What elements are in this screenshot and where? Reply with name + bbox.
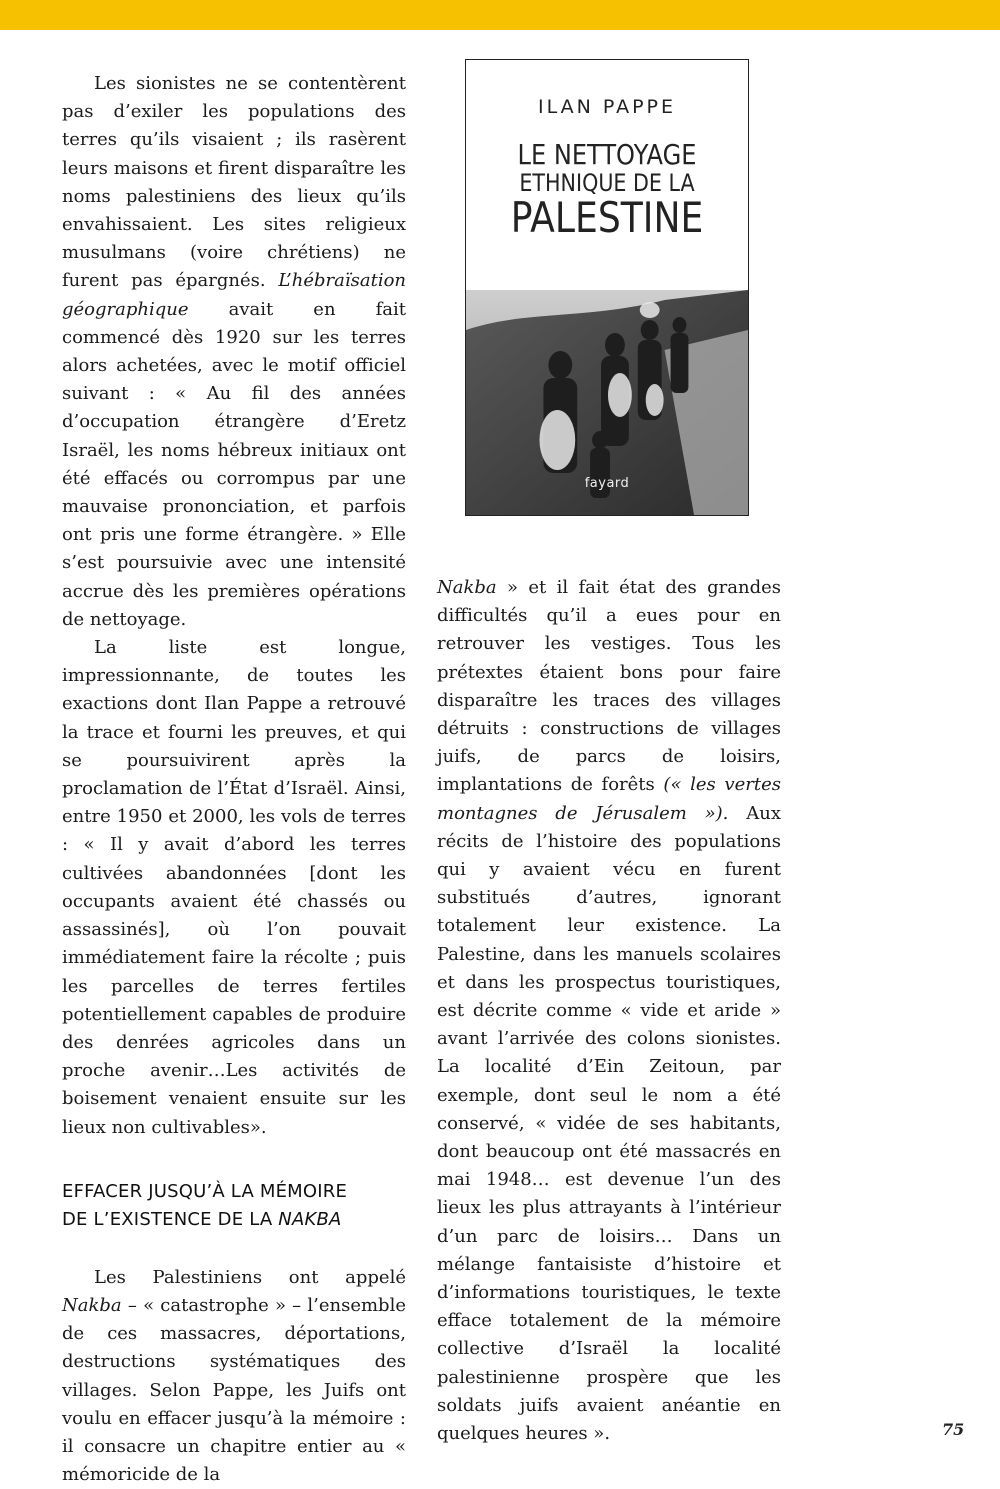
page-number: 75	[942, 1420, 965, 1439]
left-column	[62, 70, 406, 1489]
emphasis-hebraisation: L’hébraïsation géographique	[62, 270, 406, 320]
cover-publisher: fayard	[584, 476, 630, 491]
book-cover-image	[465, 59, 749, 516]
cover-author: ILAN PAPPE	[537, 96, 677, 118]
paragraph-2: La liste est longue, impressionnante, de toutes les exactions dont Ilan Pappe a retrouvé la trace et fourni les preuves, et qui se poursuivirent après la proclamation de l’État d’Israël. Ainsi, entre 1950 et 2000, les vols de terres : « Il y avait d’abord les terres cultivées abandonnées [dont les occupants avaient été chassés ou assassinés], où l’on pouvait immédiatement faire la récolte ; puis les parcelles de terres fertiles potentiellement capables de produire des denrées agricoles dans un proche avenir…Les activités de boisement venaient ensuite sur les lieux non cultivables».	[62, 637, 406, 1138]
emphasis-vertes-montagnes: (« les vertes montagnes de Jérusalem »).	[437, 774, 781, 824]
paragraph-1: Les sionistes ne se contentèrent pas d’exiler les populations des terres qu’ils visaient ; ils rasèrent leurs maisons et firent disparaître les noms palestiniens des lieux qu’ils envahissaient. Les sites religieux musulmans (voire chrétiens) ne furent pas épargnés. L’hébraïsation géographique avait en fait commencé dès 1920 sur les terres alors achetées, avec le motif officiel suivant : « Au fil des années d’occupation étrangère d’Eretz Israël, les noms hébreux initiaux ont été effacés ou corrompus par une mauvaise prononciation, et parfois ont pris une forme étrangère. » Elle s’est poursuivie avec une intensité accrue dès les premières opérations de nettoyage.	[62, 73, 406, 630]
right-column	[437, 574, 781, 1448]
section-heading: EFFACER JUSQU’À LA MÉMOIRE DE L’EXISTENCE DE LA NAKBA	[62, 1180, 348, 1230]
paragraph-3: Les Palestiniens ont appelé Nakba – « catastrophe » – l’ensemble de ces massacres, déportations, destructions systématiques des villages. Selon Pappe, les Juifs ont voulu en effacer jusqu’à la mémoire : il consacre un chapitre entier au « mémoricide de la	[62, 1266, 406, 1486]
paragraph-4: Nakba » et il fait état des grandes difficultés qu’il a eues pour en retrouver les vestiges. Tous les prétextes étaient bons pour faire disparaître les traces des villages détruits : constructions de villages juifs, de parcs de loisirs, implantations de forêts (« les vertes montagnes de Jérusalem »). Aux récits de l’histoire des populations qui y avaient vécu en furent substitués d’autres, ignorant totalement leur existence. La Palestine, dans les manuels scolaires et dans les prospectus touristiques, est décrite comme « vide et aride » avant l’arrivée des colons sionistes. La localité d’Ein Zeitoun, par exemple, dont seul le nom a été conservé, « vidée de ses habitants, dont beaucoup ont été massacrés en mai 1948… est devenue l’un des lieux les plus attrayants à l’intérieur d’un parc de loisirs… Dans un mélange fantaisiste d’histoire et d’informations touristiques, le texte efface totalement de la mémoire collective d’Israël la localité palestinienne prospère que les soldats juifs avaient anéantie en quelques heures ».	[437, 577, 781, 1445]
heading-emphasis: NAKBA	[278, 1208, 342, 1230]
top-accent-bar	[0, 0, 1000, 30]
cover-title: LE NETTOYAGE ETHNIQUE DE LA PALESTINE	[510, 138, 704, 242]
